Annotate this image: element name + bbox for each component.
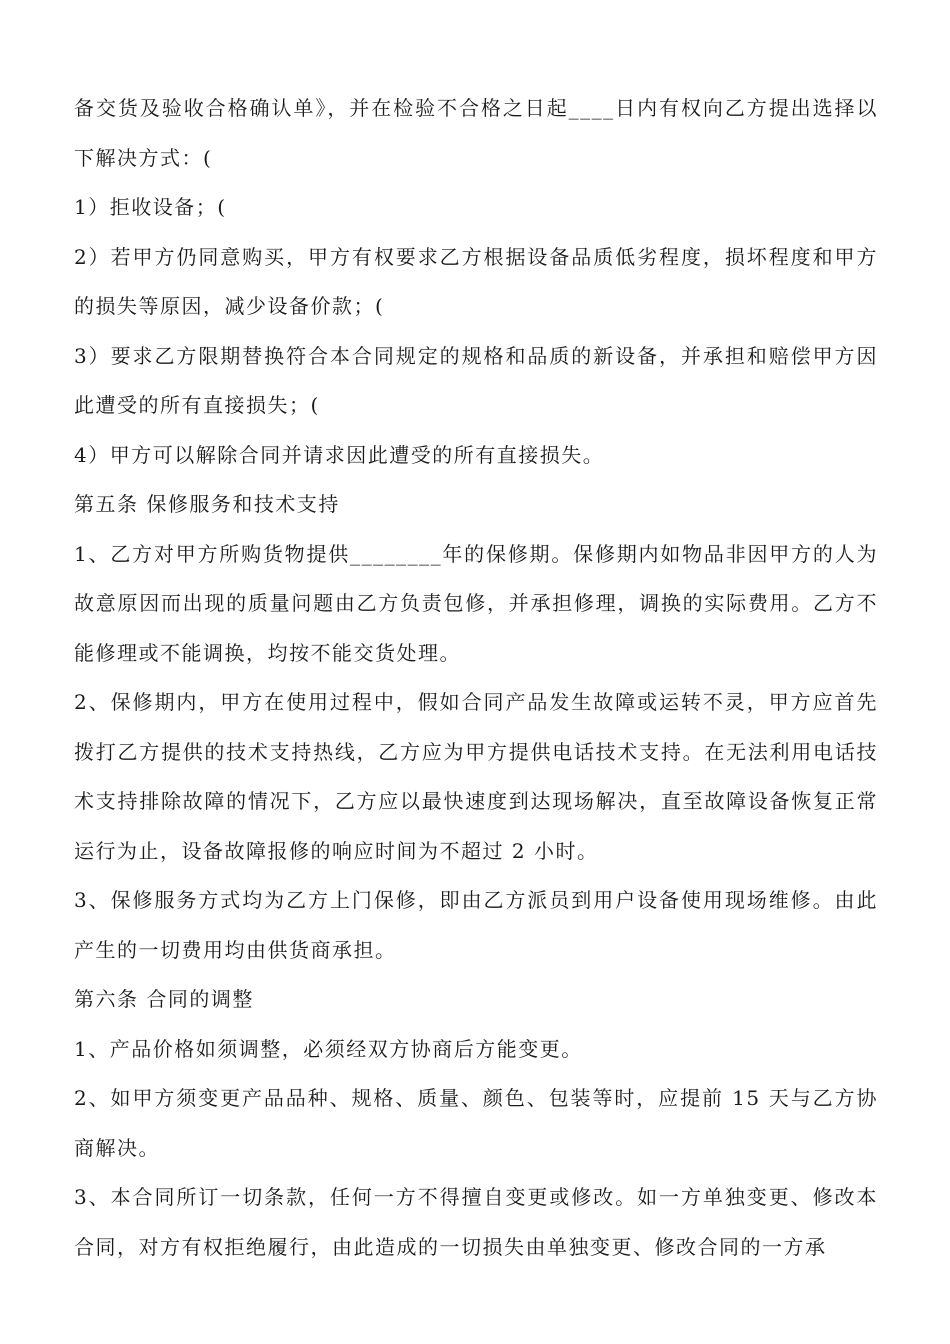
section-heading-article-6: 第六条 合同的调整	[74, 987, 254, 1011]
list-item-replacement: 3）要求乙方限期替换符合本合同规定的规格和品质的新设备，并承担和赔偿甲方因此遭受的所有直接损失；(	[74, 343, 878, 417]
paragraph-warranty-period: 1、乙方对甲方所购货物提供________年的保修期。保修期内如物品非因甲方的人为故意原因而出现的质量问题由乙方负责包修，并承担修理，调换的实际费用。乙方不能修理或不能调换，均按不能交货处理。	[74, 541, 878, 665]
paragraph-price-adjustment: 1、产品价格如须调整，必须经双方协商后方能变更。	[74, 1036, 583, 1061]
document-body	[74, 84, 878, 1272]
section-heading-article-5: 第五条 保修服务和技术支持	[74, 492, 340, 516]
paragraph-acceptance-remedies: 备交货及验收合格确认单》，并在检验不合格之日起____日内有权向乙方提出选择以下解决方式：(	[74, 96, 878, 170]
paragraph-product-change: 2、如甲方须变更产品品种、规格、质量、颜色、包装等时，应提前 15 天与乙方协商解决。	[74, 1086, 878, 1160]
list-item-terminate-contract: 4）甲方可以解除合同并请求因此遭受的所有直接损失。	[74, 442, 605, 467]
list-item-price-reduction: 2）若甲方仍同意购买，甲方有权要求乙方根据设备品质低劣程度，损坏程度和甲方的损失等原因，减少设备价款；(	[74, 244, 878, 318]
paragraph-onsite-service: 3、保修服务方式均为乙方上门保修，即由乙方派员到用户设备使用现场维修。由此产生的一切费用均由供货商承担。	[74, 888, 878, 962]
list-item-reject-equipment: 1）拒收设备；(	[74, 195, 227, 219]
paragraph-technical-support: 2、保修期内，甲方在使用过程中，假如合同产品发生故障或运转不灵，甲方应首先拨打乙方提供的技术支持热线，乙方应为甲方提供电话技术支持。在无法利用电话技术支持排除故障的情况下，乙方应以最快速度到达现场解决，直至故障设备恢复正常运行为止，设备故障报修的响应时间为不超过 2 小时。	[74, 690, 878, 863]
paragraph-no-unilateral-change: 3、本合同所订一切条款，任何一方不得擅自变更或修改。如一方单独变更、修改本合同，对方有权拒绝履行，由此造成的一切损失由单独变更、修改合同的一方承	[74, 1185, 878, 1259]
